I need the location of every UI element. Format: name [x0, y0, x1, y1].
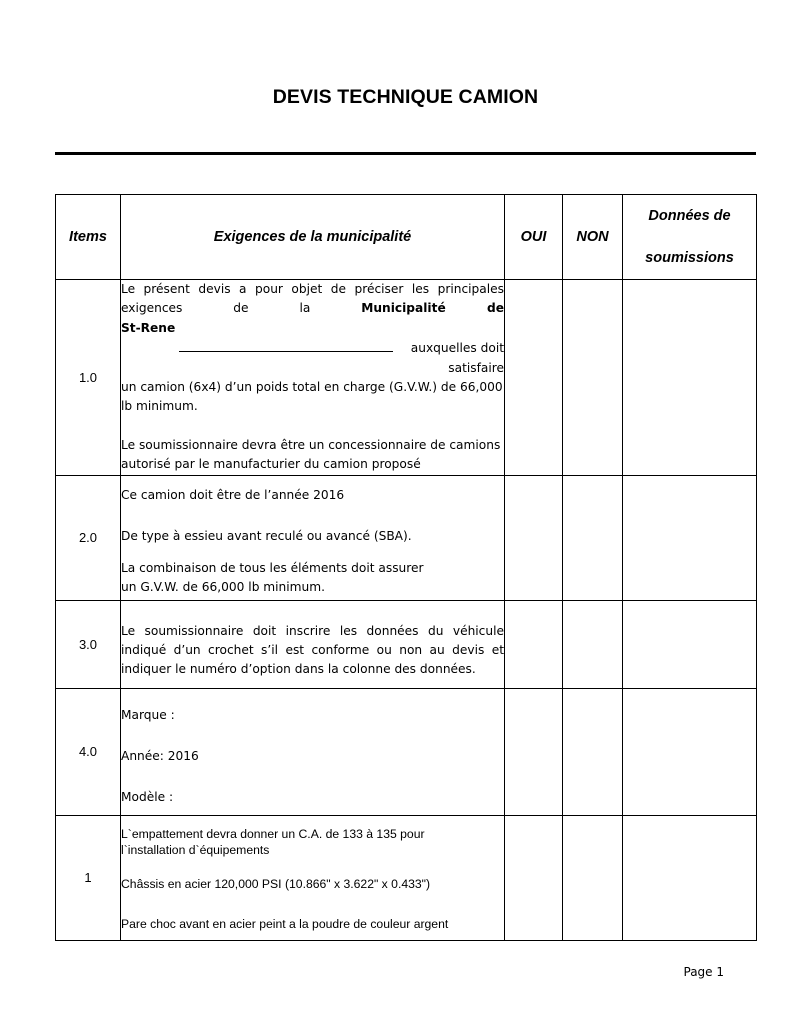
donnees-cell[interactable]	[623, 815, 757, 940]
requirement-cell	[121, 815, 505, 940]
item-number: 1.0	[56, 280, 121, 476]
table-header-row	[56, 195, 757, 280]
oui-cell[interactable]	[505, 280, 563, 476]
oui-cell[interactable]	[505, 475, 563, 600]
oui-cell[interactable]	[505, 815, 563, 940]
header-non: NON	[563, 195, 623, 280]
table-row	[56, 475, 757, 600]
header-oui: OUI	[505, 195, 563, 280]
req-line: un camion (6x4) d’un poids total en charge (G.V.W.) de 66,000	[121, 380, 503, 395]
table-row	[56, 815, 757, 940]
req-line: Le soumissionnaire devra être un concessionnaire de camions	[121, 437, 501, 452]
header-donnees-line1: Données de	[648, 208, 731, 224]
donnees-cell[interactable]	[623, 600, 757, 688]
header-donnees	[623, 195, 757, 280]
req-line: l`installation d`équipements	[121, 843, 270, 858]
non-cell[interactable]	[563, 600, 623, 688]
donnees-cell[interactable]	[623, 280, 757, 476]
req-line	[121, 338, 504, 378]
title-divider	[55, 152, 756, 155]
header-items: Items	[56, 195, 121, 280]
donnees-cell[interactable]	[623, 688, 757, 815]
table-row	[56, 688, 757, 815]
table-row	[56, 280, 757, 476]
oui-cell[interactable]	[505, 600, 563, 688]
item-number: 2.0	[56, 475, 121, 600]
requirement-cell	[121, 688, 505, 815]
req-line: Le soumissionnaire doit inscrire les données du véhicule	[121, 623, 504, 638]
blank-fill-line	[179, 338, 393, 352]
req-line: La combinaison de tous les éléments doit assurer	[121, 560, 424, 575]
item-number: 1	[56, 815, 121, 940]
municipality-name: Municipalité de St-Rene	[121, 301, 504, 335]
non-cell[interactable]	[563, 688, 623, 815]
non-cell[interactable]	[563, 475, 623, 600]
requirement-cell	[121, 280, 505, 476]
requirement-cell	[121, 600, 505, 688]
table-row	[56, 600, 757, 688]
spec-table	[55, 194, 757, 941]
req-line: De type à essieu avant reculé ou avancé (SBA).	[121, 529, 412, 544]
req-line: L`empattement devra donner un C.A. de 133 à 135 pour	[121, 827, 425, 842]
req-line: un G.V.W. de 66,000 lb minimum.	[121, 580, 326, 595]
header-donnees-line2: soumissions	[645, 250, 734, 266]
header-exigences: Exigences de la municipalité	[121, 195, 505, 280]
non-cell[interactable]	[563, 280, 623, 476]
req-line: indiquer le numéro d’option dans la colonne des données.	[121, 662, 476, 677]
req-line: Modèle :	[121, 790, 174, 805]
req-line: autorisé par le manufacturier du camion proposé	[121, 457, 421, 472]
donnees-cell[interactable]	[623, 475, 757, 600]
req-line: Marque :	[121, 707, 175, 722]
req-line: indiqué d’un crochet s’il est conforme ou non au devis et	[121, 642, 504, 657]
req-text: auxquelles doit satisfaire	[410, 341, 504, 375]
requirement-cell	[121, 475, 505, 600]
req-line: lb minimum.	[121, 399, 198, 414]
req-line: Année: 2016	[121, 748, 199, 763]
item-number: 4.0	[56, 688, 121, 815]
req-line: Le présent devis a pour objet de préciser les principales	[121, 282, 504, 296]
req-line: Pare choc avant en acier peint a la poudre de couleur argent	[121, 917, 449, 932]
page-number: Page 1	[683, 965, 724, 979]
item-number: 3.0	[56, 600, 121, 688]
non-cell[interactable]	[563, 815, 623, 940]
oui-cell[interactable]	[505, 688, 563, 815]
req-line: Châssis en acier 120,000 PSI (10.866" x 3.622" x 0.433")	[121, 877, 431, 892]
document-title: DEVIS TECHNIQUE CAMION	[272, 86, 539, 108]
req-line: Ce camion doit être de l’année 2016	[121, 487, 345, 502]
req-text: exigences de la	[121, 301, 362, 316]
req-line	[121, 299, 504, 338]
